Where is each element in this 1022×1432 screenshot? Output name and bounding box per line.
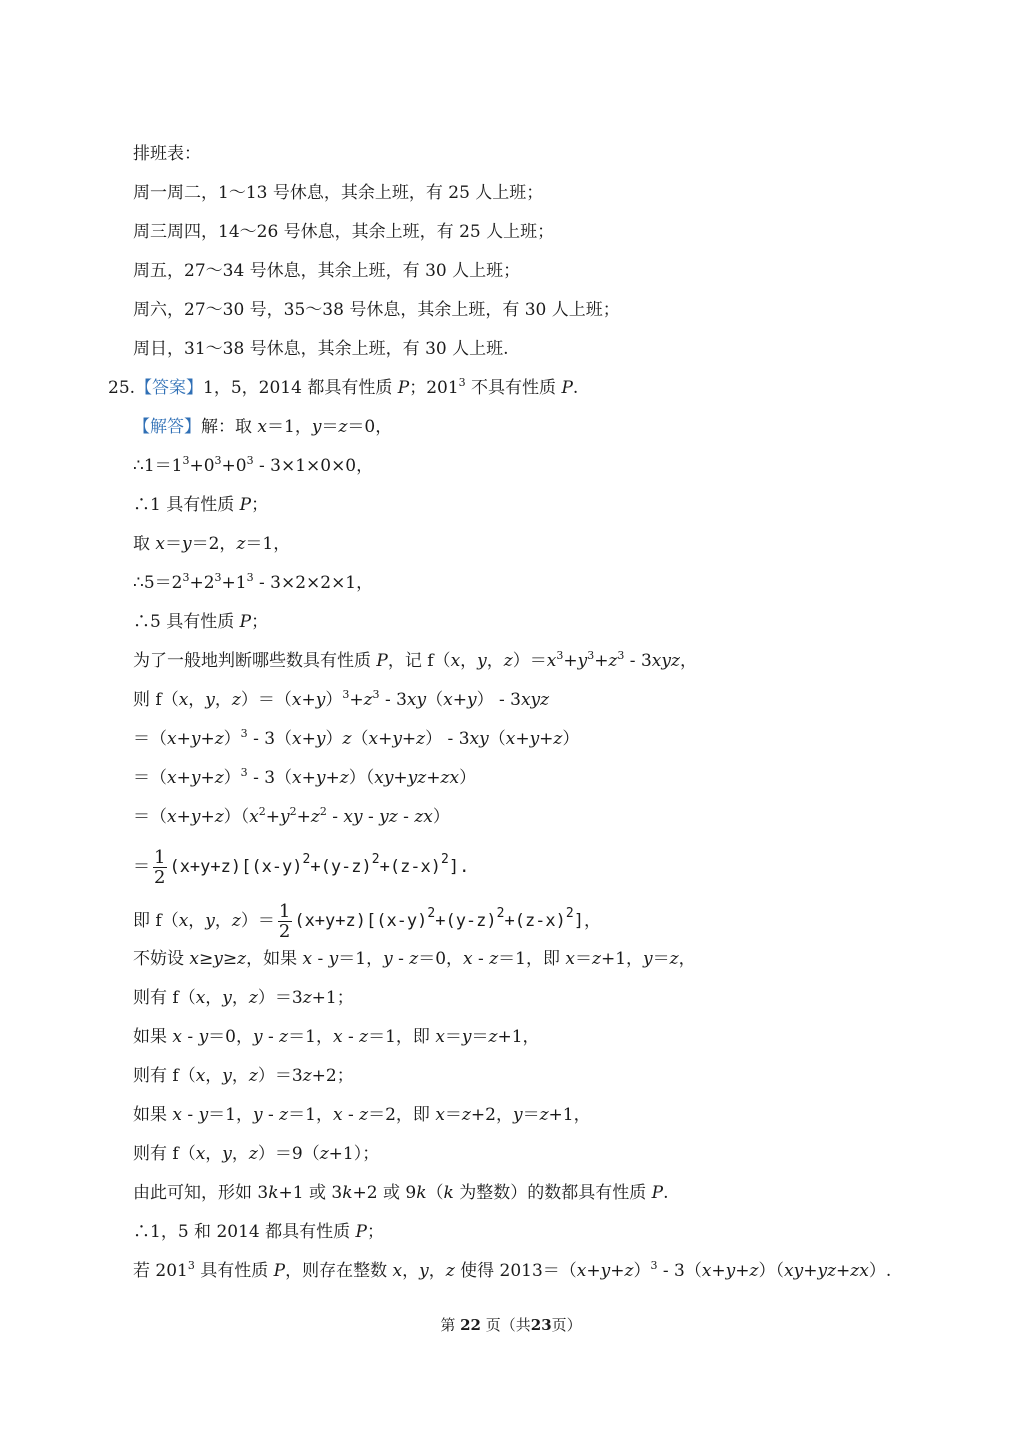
schedule-heading: 排班表： xyxy=(133,144,201,164)
current-page-number: 22 xyxy=(460,1316,481,1334)
solution-line: 则有 f（x，y，z）＝3z+1； xyxy=(133,988,354,1008)
solution-line: 为了一般地判断哪些数具有性质 P，记 f（x，y，$z)=x^3+y^3+z^3 - 3xyz$， xyxy=(133,649,697,671)
solution-line: 则有 f（x，y，z）＝9（z+1）； xyxy=(133,1144,380,1164)
solution-line: 则 f（x，y，$z)=(x+y)^3+z^3 - 3xy(x+y) - 3xyz$ xyxy=(133,688,550,710)
solution-line: $\therefore 5=2^3+2^3+1^3 - 3\times 2\times 2\times 1$， xyxy=(133,571,374,593)
solution-line-fraction: 即 f（x，y，z）＝ $\frac{1}{2}$ $(x+y+z)[(x-y)^2+(y-z)^2+(z-x)^2]$， xyxy=(133,901,601,942)
solution-line-fraction: ＝ $\frac{1}{2}$ $(x+y+z)[(x-y)^2+(y-z)^2+(z-x)^2]$. xyxy=(133,847,470,888)
solution-lead-line xyxy=(133,415,392,439)
schedule-row: 周六，27～30 号，35～38 号休息，其余上班，有 30 人上班； xyxy=(133,300,620,320)
schedule-row: 周三周四，14～26 号休息，其余上班，有 25 人上班； xyxy=(133,222,555,242)
solution-line: 若 $201^3$ 具有性质 P，则存在整数 x，y，z 使得 $2013=(x+y+z)^3 - 3(x+y+z)(xy+yz+zx)$. xyxy=(133,1259,892,1281)
solution-line: 不妨设 x≥y≥z，如果 x - y＝1，y - z＝0，x - z＝1，即 x＝z+1，y＝z， xyxy=(133,949,696,969)
footer-suffix: 页） xyxy=(551,1316,582,1334)
solution-line: 如果 x - y＝1，y - z＝1，x - z＝2，即 x＝z+2，y＝z+1， xyxy=(133,1105,591,1125)
solution-line: ∴5 具有性质 P； xyxy=(133,612,269,632)
question-25-answer xyxy=(108,376,578,400)
schedule-row: 周一周二，1～13 号休息，其余上班，有 25 人上班； xyxy=(133,183,544,203)
solution-line: $=(x+y+z)^3 - 3(x+y+z)(xy+yz+zx)$ xyxy=(133,766,477,788)
solution-line: ∴1，5 和 2014 都具有性质 P； xyxy=(133,1222,384,1242)
solution-line: $=(x+y+z)(x^2+y^2+z^2$ - xy - yz - zx） xyxy=(133,805,450,827)
footer-prefix: 第 xyxy=(440,1316,456,1334)
total-page-number: 23 xyxy=(530,1316,552,1334)
schedule-row: 周日，31～38 号休息，其余上班，有 30 人上班. xyxy=(133,339,509,359)
solution-lead: 解：取 x＝1，y＝z＝0， xyxy=(201,417,393,437)
solution-line: 则有 f（x，y，z）＝3z+2； xyxy=(133,1066,354,1086)
solution-line: $\therefore 1=1^3+0^3+0^3 - 3\times 1\times 0\times 0$， xyxy=(133,454,374,476)
answer-text: 1，5，2014 都具有性质 P；$201^3$ 不具有性质 P. xyxy=(203,376,579,398)
page-footer xyxy=(0,1314,1022,1336)
solution-line: $=(x+y+z)^3 - 3(x+y)z(x+y+z) - 3xy(x+y+z)$ xyxy=(133,727,580,749)
answer-tag: 【答案】 xyxy=(135,378,204,398)
solution-tag: 【解答】 xyxy=(133,417,201,437)
schedule-row: 周五，27～34 号休息，其余上班，有 30 人上班； xyxy=(133,261,521,281)
solution-line: 由此可知，形如 3k+1 或 3k+2 或 9k（k 为整数）的数都具有性质 P. xyxy=(133,1183,669,1203)
footer-middle: 页（共 xyxy=(485,1316,531,1334)
question-number: 25. xyxy=(108,378,136,398)
solution-line: 取 x＝y＝2，z＝1， xyxy=(133,534,291,554)
solution-line: ∴1 具有性质 P； xyxy=(133,495,269,515)
solution-line: 如果 x - y＝0，y - z＝1，x - z＝1，即 x＝y＝z+1， xyxy=(133,1027,540,1047)
